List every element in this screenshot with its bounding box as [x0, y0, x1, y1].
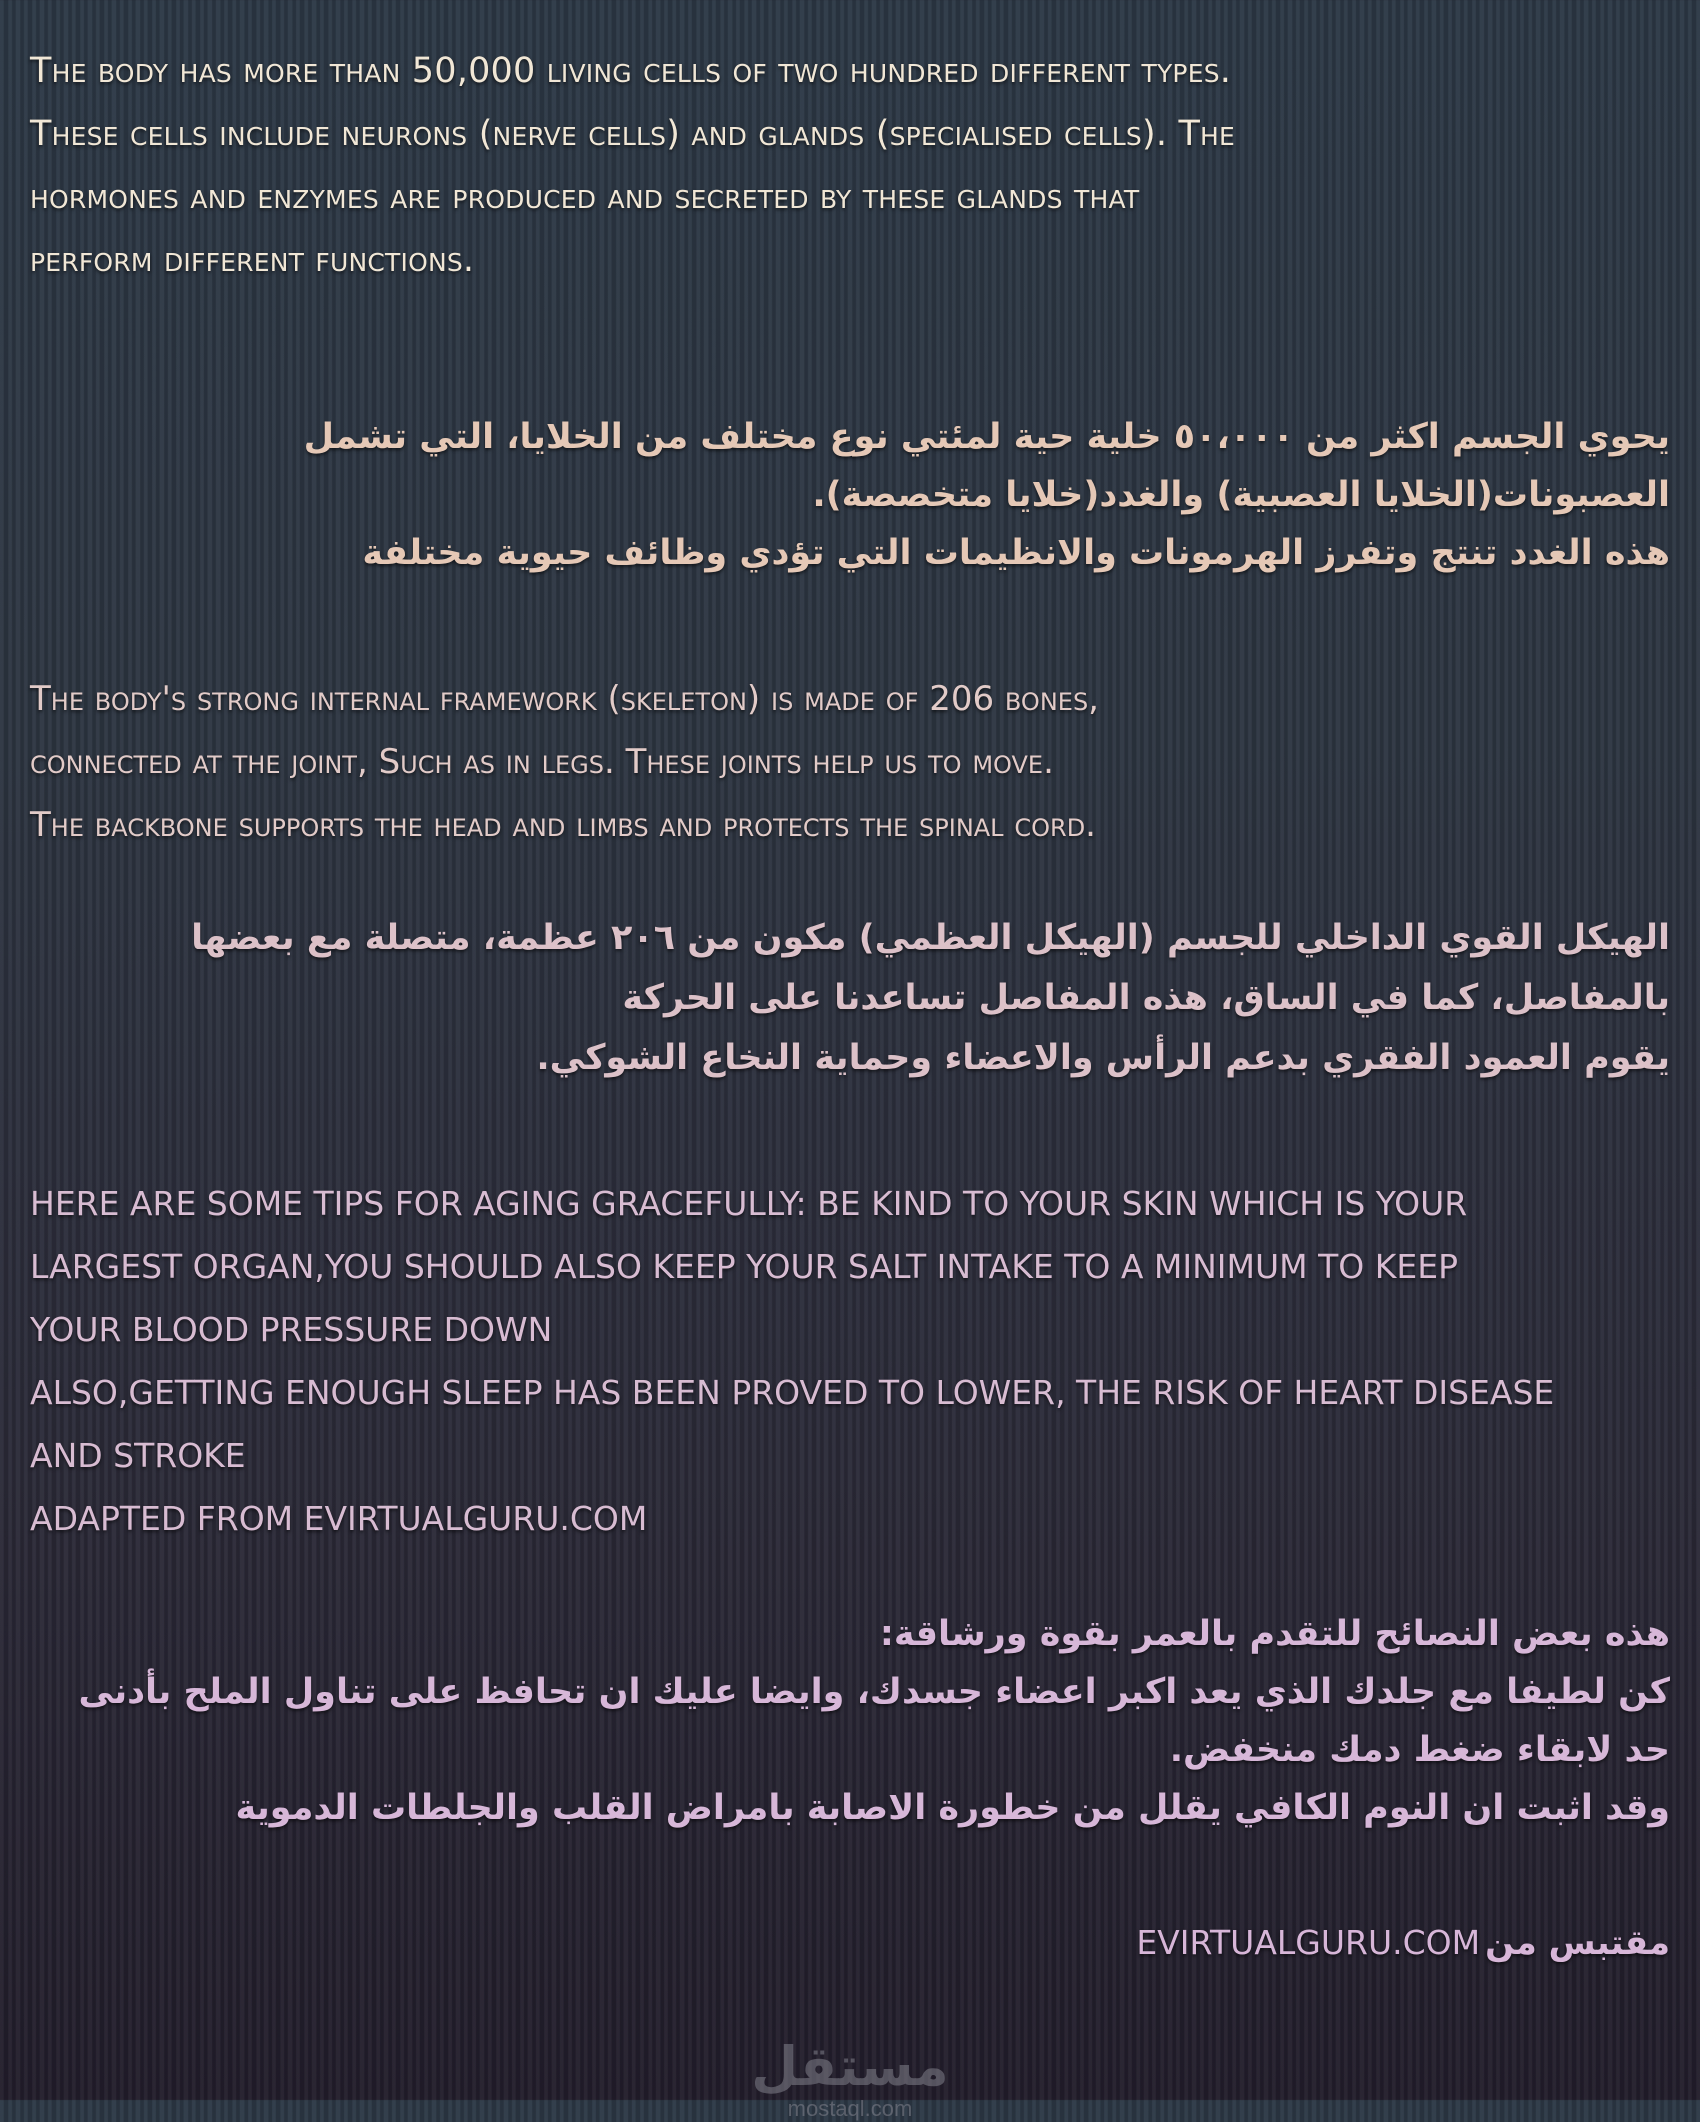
text-line: بالمفاصل، كما في الساق، هذه المفاصل تساعدنا على الحركة: [622, 978, 1670, 1018]
text-line: perform different functions.: [30, 240, 475, 280]
text-line: الهيكل القوي الداخلي للجسم (الهيكل العظمي) مكون من ٢٠٦ عظمة، متصلة مع بعضها: [191, 918, 1670, 958]
text-line: العصبونات(الخلايا العصبية) والغدد(خلايا متخصصة).: [812, 475, 1670, 515]
credit-source: EVIRTUALGURU.COM: [1136, 1923, 1481, 1962]
text-line: These cells include neurons (nerve cells) and glands (specialised cells). The: [30, 114, 1236, 154]
text-line: The body has more than 50,000 living cells of two hundred different types.: [30, 51, 1232, 91]
text-line: يقوم العمود الفقري بدعم الرأس والاعضاء وحماية النخاع الشوكي.: [536, 1038, 1670, 1078]
text-line: AND STROKE: [30, 1436, 246, 1475]
text-line: connected at the joint, Such as in legs. These joints help us to move.: [30, 742, 1054, 782]
text-line: HERE ARE SOME TIPS FOR AGING GRACEFULLY: BE KIND TO YOUR SKIN WHICH IS YOUR: [30, 1184, 1468, 1223]
watermark-url: mostaql.com: [787, 2096, 913, 2121]
credit-label: مقتبس من: [1485, 1923, 1670, 1963]
paragraph-skeleton-english: [30, 668, 1670, 857]
watermark-arabic: مستقل: [751, 2035, 949, 2098]
paragraph-skeleton-arabic: [30, 908, 1670, 1088]
text-line: The body's strong internal framework (skeleton) is made of 206 bones,: [30, 679, 1099, 719]
text-line: YOUR BLOOD PRESSURE DOWN: [30, 1310, 553, 1349]
paragraph-cells-arabic: [30, 408, 1670, 582]
text-line: كن لطيفا مع جلدك الذي يعد اكبر اعضاء جسدك، وايضا عليك ان تحافظ على تناول الملح بأدنى: [78, 1672, 1670, 1712]
source-credit: [1136, 1923, 1670, 1963]
text-line: ALSO,GETTING ENOUGH SLEEP HAS BEEN PROVED TO LOWER, THE RISK OF HEART DISEASE: [30, 1373, 1555, 1412]
paragraph-tips-arabic: [30, 1605, 1670, 1837]
paragraph-cells-english: [30, 40, 1670, 292]
text-line: هذه بعض النصائح للتقدم بالعمر بقوة ورشاقة:: [879, 1614, 1670, 1654]
text-line: حد لابقاء ضغط دمك منخفض.: [1169, 1730, 1670, 1770]
text-line: يحوي الجسم اكثر من ٥٠،٠٠٠ خلية حية لمئتي نوع مختلف من الخلايا، التي تشمل: [303, 417, 1670, 457]
mostaql-watermark-logo: [700, 2035, 1000, 2122]
source-line: ADAPTED FROM EVIRTUALGURU.COM: [30, 1499, 648, 1538]
text-line: هذه الغدد تنتج وتفرز الهرمونات والانظيمات التي تؤدي وظائف حيوية مختلفة: [362, 533, 1670, 573]
paragraph-tips-english: [30, 1172, 1670, 1550]
text-line: LARGEST ORGAN,YOU SHOULD ALSO KEEP YOUR SALT INTAKE TO A MINIMUM TO KEEP: [30, 1247, 1458, 1286]
text-line: وقد اثبت ان النوم الكافي يقلل من خطورة الاصابة بامراض القلب والجلطات الدموية: [235, 1788, 1670, 1828]
text-line: hormones and enzymes are produced and secreted by these glands that: [30, 177, 1140, 217]
text-line: The backbone supports the head and limbs and protects the spinal cord.: [30, 805, 1096, 845]
